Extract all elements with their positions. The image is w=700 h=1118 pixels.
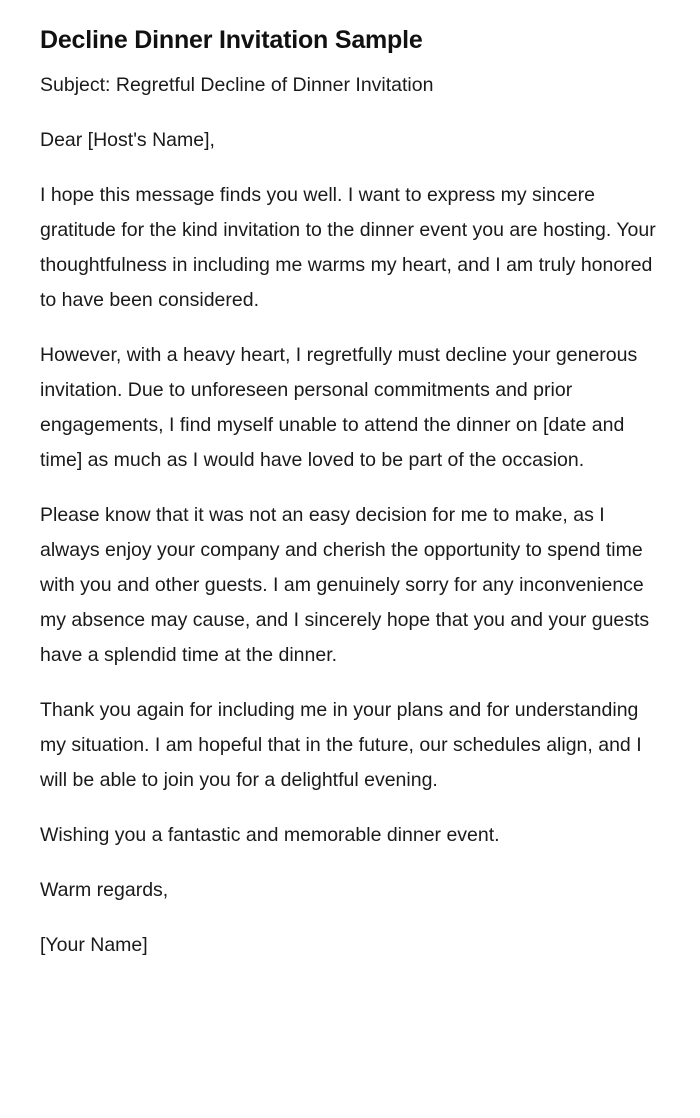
body-paragraph-2: However, with a heavy heart, I regretfully must decline your generous invitation. Due to unforeseen personal commitments and prior engagements, I find myself unable to attend the dinner on [date and time] as much as I would have loved to be part of the occasion. xyxy=(40,344,638,471)
body-paragraph-4: Thank you again for including me in your plans and for understanding my situation. I am hopeful that in the future, our schedules align, and I will be able to join you for a delightful evening. xyxy=(40,699,642,791)
greeting: Dear [Host's Name], xyxy=(40,129,215,151)
body-paragraph-3: Please know that it was not an easy decision for me to make, as I always enjoy your company and cherish the opportunity to spend time with you and other guests. I am genuinely sorry for any inconvenience my absence may cause, and I sincerely hope that you and your guests have a splendid time at the dinner. xyxy=(40,504,650,666)
page-title: Decline Dinner Invitation Sample xyxy=(40,26,423,54)
signature: [Your Name] xyxy=(40,934,148,956)
closing: Warm regards, xyxy=(40,879,169,901)
subject-line: Subject: Regretful Decline of Dinner Invitation xyxy=(40,74,434,96)
body-paragraph-5: Wishing you a fantastic and memorable dinner event. xyxy=(40,824,500,846)
body-paragraph-1: I hope this message finds you well. I want to express my sincere gratitude for the kind invitation to the dinner event you are hosting. Your thoughtfulness in including me warms my heart, and I am truly honored to have been considered. xyxy=(40,184,656,311)
